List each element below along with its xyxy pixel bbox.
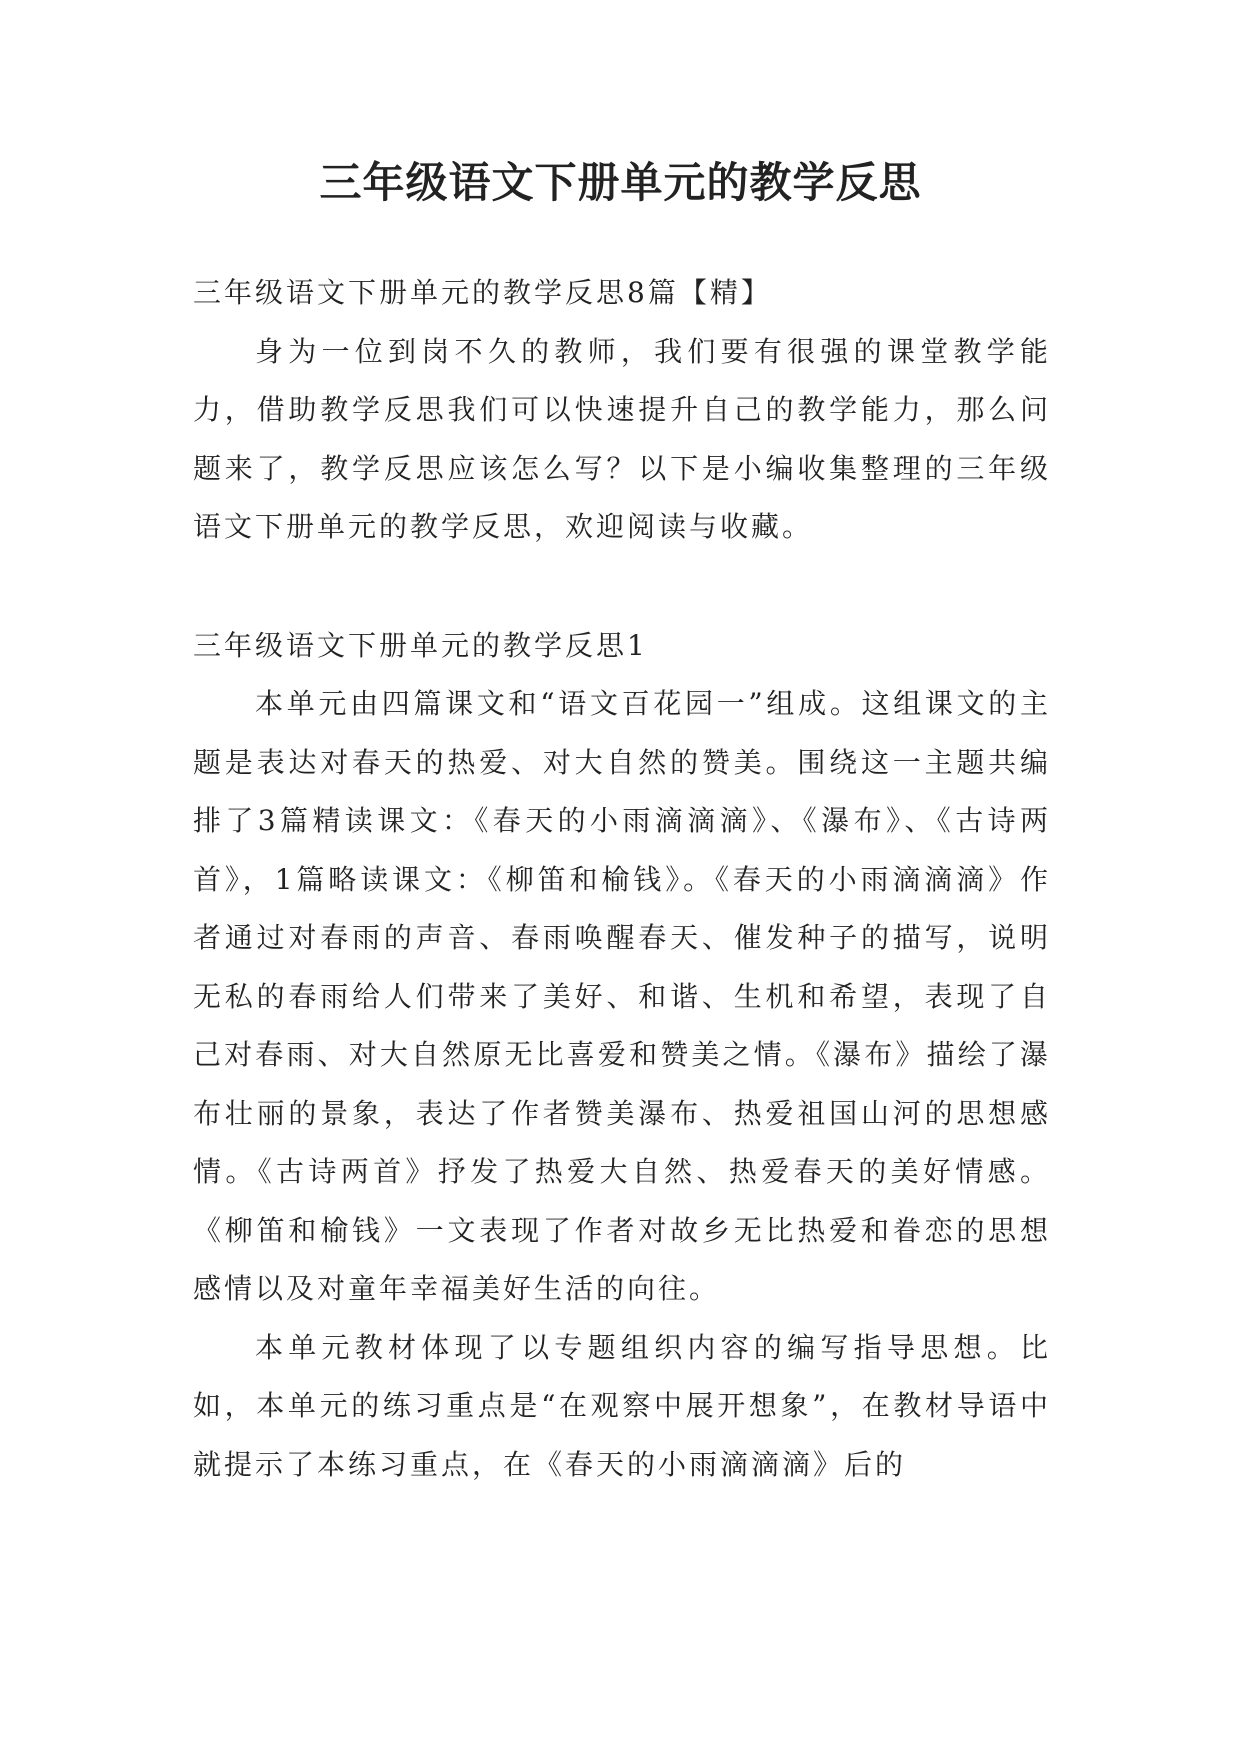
body-paragraph-2: 本单元教材体现了以专题组织内容的编写指导思想。比如，本单元的练习重点是“在观察中展开想象”，在教材导语中就提示了本练习重点，在《春天的小雨滴滴滴》后的 — [193, 1330, 1051, 1481]
section-heading: 三年级语文下册单元的教学反思1 — [193, 628, 648, 662]
document-body — [193, 264, 1051, 1494]
document-title: 三年级语文下册单元的教学反思 — [319, 158, 922, 207]
section-spacer — [193, 557, 1051, 617]
intro-paragraph: 身为一位到岗不久的教师，我们要有很强的课堂教学能力，借助教学反思我们可以快速提升自己的教学能力，那么问题来了，教学反思应该怎么写？以下是小编收集整理的三年级语文下册单元的教学反思，欢迎阅读与收藏。 — [193, 334, 1051, 543]
body-paragraph-1: 本单元由四篇课文和“语文百花园一”组成。这组课文的主题是表达对春天的热爱、对大自然的赞美。围绕这一主题共编排了3篇精读课文：《春天的小雨滴滴滴》、《瀑布》、《古诗两首》，1篇略读课文：《柳笛和榆钱》。《春天的小雨滴滴滴》作者通过对春雨的声音、春雨唤醒春天、催发种子的描写，说明无私的春雨给人们带来了美好、和谐、生机和希望，表现了自己对春雨、对大自然原无比喜爱和赞美之情。《瀑布》描绘了瀑布壮丽的景象，表达了作者赞美瀑布、热爱祖国山河的思想感情。《古诗两首》抒发了热爱大自然、热爱春天的美好情感。《柳笛和榆钱》一文表现了作者对故乡无比热爱和眷恋的思想感情以及对童年幸福美好生活的向往。 — [193, 687, 1051, 1305]
document-subtitle: 三年级语文下册单元的教学反思8篇【精】 — [193, 276, 772, 309]
